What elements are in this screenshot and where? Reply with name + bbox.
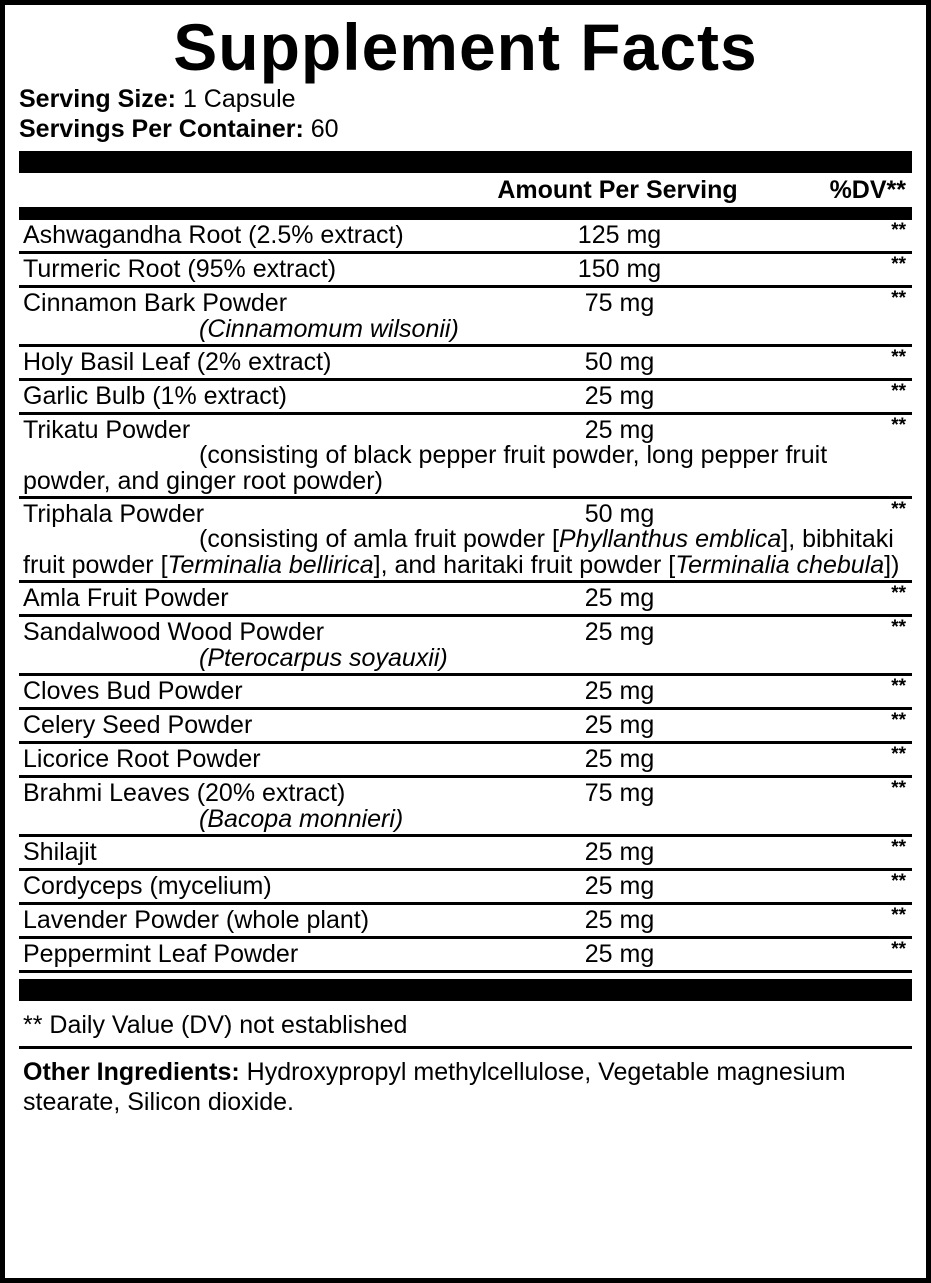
ingredient-daily-value: ** <box>891 414 906 436</box>
ingredient-amount: 25 mg <box>584 744 655 773</box>
row-main <box>19 711 912 740</box>
table-row <box>19 871 912 905</box>
ingredient-amount: 25 mg <box>584 415 655 444</box>
table-row <box>19 905 912 939</box>
page-title: Supplement Facts <box>173 10 758 84</box>
table-row <box>19 415 912 499</box>
ingredient-daily-value: ** <box>891 938 906 960</box>
serving-size-value: 1 Capsule <box>182 84 296 113</box>
other-ingredients-line <box>19 1049 912 1118</box>
ingredient-subtext: (consisting of black pepper fruit powder, long pepper fruit powder, and ginger root powder) <box>23 440 828 496</box>
table-row <box>19 617 912 676</box>
ingredient-daily-value: ** <box>891 836 906 858</box>
ingredient-name: Licorice Root Powder <box>23 744 261 773</box>
ingredient-subtext: (Pterocarpus soyauxii) <box>199 643 448 672</box>
ingredient-name: Shilajit <box>23 837 97 866</box>
table-row <box>19 499 912 583</box>
table-row <box>19 220 912 254</box>
ingredient-daily-value: ** <box>891 287 906 309</box>
ingredient-daily-value: ** <box>891 777 906 799</box>
ingredient-amount: 25 mg <box>584 676 655 705</box>
other-ingredients-label: Other Ingredients: <box>23 1057 240 1086</box>
table-header-row <box>19 173 912 207</box>
row-main <box>19 940 912 969</box>
ingredient-daily-value: ** <box>891 675 906 697</box>
ingredient-daily-value: ** <box>891 219 906 241</box>
ingredient-daily-value: ** <box>891 380 906 402</box>
ingredient-name: Holy Basil Leaf (2% extract) <box>23 347 332 376</box>
ingredient-subtext: (Cinnamomum wilsonii) <box>199 314 459 343</box>
ingredient-amount: 75 mg <box>584 778 655 807</box>
row-main <box>19 382 912 411</box>
ingredient-name: Cloves Bud Powder <box>23 676 243 705</box>
table-row <box>19 347 912 381</box>
serving-size-label: Serving Size: <box>19 84 176 113</box>
top-divider-bar <box>19 151 912 173</box>
row-main <box>19 289 912 318</box>
ingredient-daily-value: ** <box>891 582 906 604</box>
row-main <box>19 906 912 935</box>
amount-per-serving-header: Amount Per Serving <box>497 175 738 204</box>
ingredient-amount: 25 mg <box>584 381 655 410</box>
ingredient-daily-value: ** <box>891 709 906 731</box>
ingredient-name: Lavender Powder (whole plant) <box>23 905 370 934</box>
servings-per-container-label: Servings Per Container: <box>19 115 304 144</box>
ingredient-name: Cordyceps (mycelium) <box>23 871 272 900</box>
ingredient-amount: 25 mg <box>584 837 655 866</box>
row-main <box>19 872 912 901</box>
ingredient-name: Sandalwood Wood Powder <box>23 617 325 646</box>
ingredient-amount: 25 mg <box>584 583 655 612</box>
row-main <box>19 618 912 647</box>
servings-per-container-line <box>19 114 912 145</box>
serving-size-line <box>19 84 912 115</box>
ingredient-amount: 125 mg <box>577 220 662 249</box>
ingredient-name: Cinnamon Bark Powder <box>23 288 288 317</box>
table-row <box>19 778 912 837</box>
ingredient-amount: 25 mg <box>584 617 655 646</box>
ingredient-daily-value: ** <box>891 870 906 892</box>
ingredient-amount: 25 mg <box>584 939 655 968</box>
ingredient-daily-value: ** <box>891 498 906 520</box>
table-row <box>19 254 912 288</box>
table-row <box>19 744 912 778</box>
ingredient-amount: 50 mg <box>584 347 655 376</box>
ingredient-name: Celery Seed Powder <box>23 710 253 739</box>
ingredient-name: Ashwagandha Root (2.5% extract) <box>23 220 404 249</box>
ingredient-subtext: (consisting of amla fruit powder [Phyllanthus emblica], bibhitaki fruit powder [Terminalia bellirica], and haritaki fruit powder [Terminalia chebula]) <box>23 524 900 580</box>
ingredient-daily-value: ** <box>891 616 906 638</box>
row-main <box>19 584 912 613</box>
ingredient-daily-value: ** <box>891 253 906 275</box>
ingredient-amount: 75 mg <box>584 288 655 317</box>
row-main <box>19 677 912 706</box>
ingredient-daily-value: ** <box>891 346 906 368</box>
footer-divider-bar <box>19 979 912 1001</box>
ingredient-subtext: (Bacopa monnieri) <box>199 804 404 833</box>
table-row <box>19 381 912 415</box>
row-main <box>19 745 912 774</box>
ingredient-amount: 150 mg <box>577 254 662 283</box>
daily-value-footnote: ** Daily Value (DV) not established <box>23 1010 408 1039</box>
ingredient-daily-value: ** <box>891 743 906 765</box>
ingredient-name: Amla Fruit Powder <box>23 583 229 612</box>
header-divider-bar <box>19 207 912 220</box>
ingredient-table <box>19 220 912 973</box>
table-row <box>19 288 912 347</box>
table-row <box>19 583 912 617</box>
other-ingredients-value: Hydroxypropyl methylcellulose, Vegetable magnesium stearate, Silicon dioxide. <box>23 1057 846 1117</box>
ingredient-daily-value: ** <box>891 904 906 926</box>
ingredient-name: Garlic Bulb (1% extract) <box>23 381 287 410</box>
table-row <box>19 837 912 871</box>
ingredient-amount: 25 mg <box>584 710 655 739</box>
table-row <box>19 676 912 710</box>
row-main <box>19 838 912 867</box>
ingredient-amount: 25 mg <box>584 905 655 934</box>
ingredient-amount: 25 mg <box>584 871 655 900</box>
table-row <box>19 710 912 744</box>
ingredient-name: Brahmi Leaves (20% extract) <box>23 778 346 807</box>
row-main <box>19 779 912 808</box>
row-main <box>19 348 912 377</box>
row-main <box>19 221 912 250</box>
ingredient-name: Triphala Powder <box>23 499 205 528</box>
ingredient-amount: 50 mg <box>584 499 655 528</box>
servings-per-container-value: 60 <box>310 115 339 144</box>
ingredient-name: Turmeric Root (95% extract) <box>23 254 337 283</box>
table-row <box>19 939 912 973</box>
daily-value-header: %DV** <box>829 175 906 204</box>
ingredient-name: Peppermint Leaf Powder <box>23 939 299 968</box>
ingredient-name: Trikatu Powder <box>23 415 191 444</box>
row-main <box>19 255 912 284</box>
